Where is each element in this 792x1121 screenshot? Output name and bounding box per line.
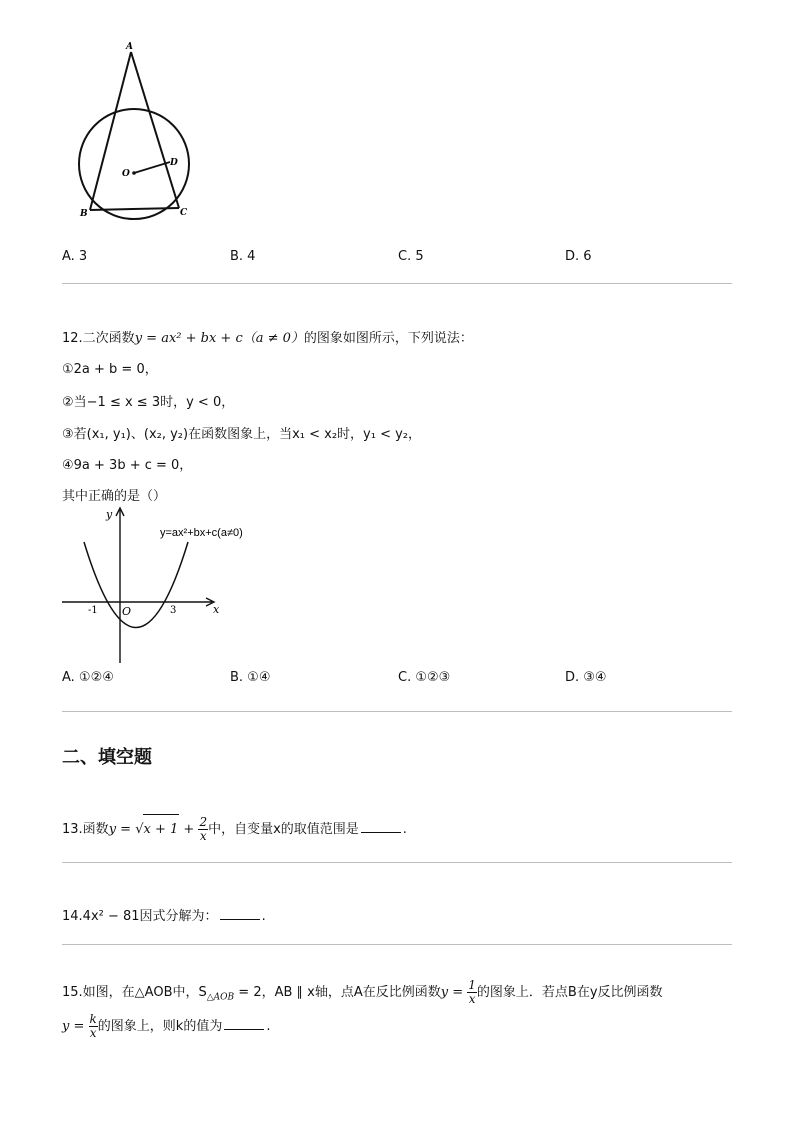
divider: [62, 283, 732, 284]
divider: [62, 944, 732, 945]
root-right-label: 3: [170, 605, 177, 616]
q15-frac1-den: x: [468, 992, 476, 1006]
answer-blank[interactable]: [220, 909, 260, 920]
q15-line2-y: y =: [62, 1019, 89, 1034]
q15-line-1: [62, 978, 663, 1013]
divider: [62, 862, 732, 863]
q13-stem: 13.函数y = √x + 1 + $\frac{2}{x}$ 中，自变量x的取值范围是 .: [62, 815, 407, 843]
q12-stem-prefix: 12.二次函数: [62, 331, 135, 346]
q12-option-a[interactable]: A. ①②④: [62, 670, 114, 685]
q12-stem-suffix: 的图象如图所示，下列说法：: [303, 331, 473, 346]
q15-line1-b: = 2，AB ∥ x轴，点A在反比例函数: [234, 985, 441, 1000]
q15-frac2-num: k: [89, 1012, 97, 1026]
circle-triangle-figure: [70, 38, 200, 233]
center-point: [132, 171, 136, 175]
divider: [62, 711, 732, 712]
q14-end: .: [261, 909, 266, 924]
q12-statement-2: ②当−1 ≤ x ≤ 3时，y < 0，: [62, 395, 235, 410]
q12-stem: [62, 327, 473, 346]
q13-suffix: 中，自变量x的取值范围是: [208, 822, 359, 837]
label-o: O: [122, 169, 130, 179]
q12-option-c[interactable]: C. ①②③: [398, 670, 451, 685]
side-ac: [131, 52, 179, 208]
y-axis-label: y: [106, 508, 113, 521]
q13-y-eq: y =: [108, 822, 136, 837]
q15-fraction-1: [467, 979, 477, 1006]
parabola-graph: [60, 505, 270, 665]
q12-statement-3: ③若(x₁, y₁)、(x₂, y₂)在函数图象上，当x₁ < x₂时，y₁ < y₂，: [62, 427, 422, 442]
section-title: 二、填空题: [62, 747, 152, 768]
q13-prefix: 13.函数: [62, 822, 109, 837]
q14-stem: [62, 905, 266, 924]
q15-line2-b: 的图象上，则k的值为: [97, 1019, 223, 1034]
q15-line1-y: y =: [440, 985, 468, 1000]
q15-line1-a: 15.如图，在△AOB中，S: [62, 985, 207, 1000]
q13-frac-num: 2: [199, 815, 208, 829]
label-b: B: [80, 209, 88, 219]
q15-end: .: [266, 1019, 271, 1034]
q12-question: 其中正确的是（）: [62, 489, 167, 504]
q15-line1-sub: △AOB: [206, 992, 235, 1003]
q11-option-d[interactable]: D. 6: [565, 249, 592, 264]
q15-line1-c: 的图象上．若点B在y反比例函数: [476, 985, 663, 1000]
q12-stem-formula: y = ax² + bx + c（a ≠ 0）: [134, 331, 304, 346]
q11-option-b[interactable]: B. 4: [230, 249, 256, 264]
answer-blank[interactable]: [224, 1019, 264, 1030]
segment-od: [134, 162, 170, 173]
side-ab: [90, 52, 131, 210]
q12-statement-4: ④9a + 3b + c = 0，: [62, 458, 193, 473]
label-a: A: [126, 42, 133, 52]
q13-frac-den: x: [199, 829, 207, 843]
q15-frac1-num: 1: [468, 978, 476, 992]
q11-option-c[interactable]: C. 5: [398, 249, 424, 264]
equation-label: y=ax²+bx+c(a≠0): [160, 527, 243, 539]
q11-option-a[interactable]: A. 3: [62, 249, 88, 264]
answer-blank[interactable]: [361, 822, 401, 833]
q12-option-d[interactable]: D. ③④: [565, 670, 607, 685]
q15-frac2-den: x: [89, 1026, 97, 1040]
q13-sqrt-arg: x + 1: [143, 814, 180, 845]
q13-end: .: [402, 822, 407, 837]
label-c: C: [180, 208, 188, 218]
q15-line-2: [62, 1012, 270, 1042]
q13-fraction: [198, 816, 208, 843]
q12-option-b[interactable]: B. ①④: [230, 670, 271, 685]
q15-fraction-2: [89, 1013, 98, 1040]
label-d: D: [170, 158, 178, 168]
x-axis-label: x: [213, 603, 220, 616]
q14-text: 14.4x² − 81因式分解为：: [62, 909, 218, 924]
q13-plus: +: [179, 822, 199, 837]
q12-statement-1: ①2a + b = 0，: [62, 362, 158, 377]
root-left-label: -1: [88, 605, 98, 616]
origin-label: O: [122, 605, 132, 618]
